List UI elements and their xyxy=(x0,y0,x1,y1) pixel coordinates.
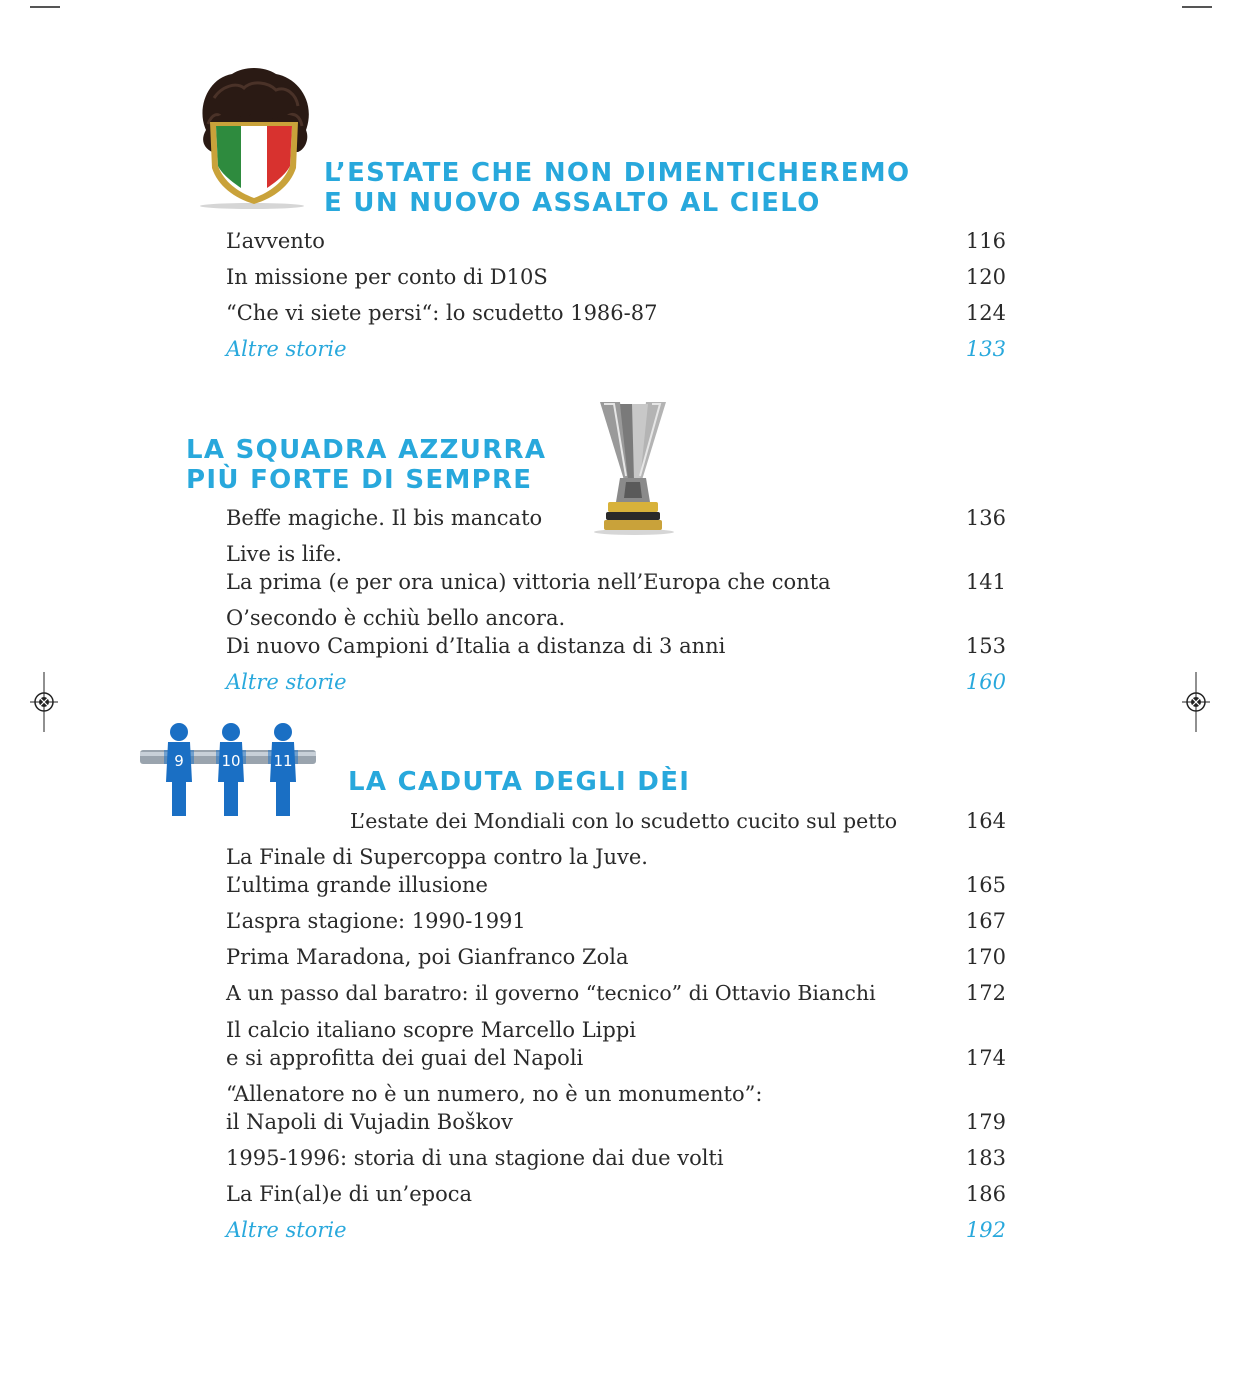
section-2-title xyxy=(186,435,546,495)
section-3-title xyxy=(348,767,690,797)
toc-entry-page: 124 xyxy=(965,301,1006,325)
toc-entry-title-line2: Di nuovo Campioni d’Italia a distanza di 3 anni xyxy=(226,634,726,658)
toc-entry[interactable] xyxy=(226,1144,1006,1172)
section-2-title-line2: PIÙ FORTE DI SEMPRE xyxy=(186,465,533,495)
toc-entry-title-line2: e si approfitta dei guai del Napoli xyxy=(226,1046,584,1070)
toc-entry[interactable] xyxy=(226,604,1006,660)
toc-entry-page: 174 xyxy=(965,1046,1006,1070)
toc-entry-page: 116 xyxy=(965,229,1006,253)
toc-entry-title-line1: “Allenatore no è un numero, no è un monumento”: xyxy=(226,1082,763,1106)
section-1-title-line1: L’ESTATE CHE NON DIMENTICHEREMO xyxy=(324,158,911,188)
registration-mark-right-icon xyxy=(1180,672,1212,732)
toc-entry[interactable] xyxy=(226,1016,1006,1072)
toc-entry[interactable] xyxy=(350,807,1006,835)
toc-entry-title: “Che vi siete persi“: lo scudetto 1986-87 xyxy=(226,301,658,325)
toc-entry-title: L’aspra stagione: 1990-1991 xyxy=(226,909,526,933)
toc-entry[interactable] xyxy=(226,843,1006,899)
section-1-title xyxy=(324,158,910,218)
section-1-title-line2: E UN NUOVO ASSALTO AL CIELO xyxy=(324,188,821,218)
toc-entry-title xyxy=(226,540,831,596)
toc-entry-page: 170 xyxy=(965,945,1006,969)
toc-entry-title-line2: La prima (e per ora unica) vittoria nell’Europa che conta xyxy=(226,570,831,594)
toc-entry[interactable] xyxy=(226,979,1006,1007)
toc-entry-page: 133 xyxy=(965,337,1006,361)
toc-entry[interactable] xyxy=(226,540,1006,596)
toc-entry[interactable] xyxy=(226,943,1006,971)
toc-entry-page: 160 xyxy=(965,670,1006,694)
toc-entry-title xyxy=(226,843,648,899)
toc-entry-title: La Fin(al)e di un’epoca xyxy=(226,1182,473,1206)
toc-entry-altre-storie[interactable] xyxy=(226,668,1006,696)
toc-entry-page: 192 xyxy=(965,1218,1006,1242)
toc-entry-title: In missione per conto di D10S xyxy=(226,265,548,289)
toc-entry[interactable] xyxy=(226,263,1006,291)
foosball-players-icon xyxy=(140,722,316,822)
toc-entry-page: 183 xyxy=(965,1146,1006,1170)
foosball-number: 10 xyxy=(221,752,241,770)
toc-entry-altre-storie[interactable] xyxy=(226,335,1006,363)
toc-entry-title: L’avvento xyxy=(226,229,325,253)
foosball-number: 11 xyxy=(273,752,293,770)
toc-entry-altre-storie[interactable] xyxy=(226,1216,1006,1244)
toc-entry-page: 165 xyxy=(965,873,1006,897)
toc-entry-page: 186 xyxy=(965,1182,1006,1206)
toc-entry-title: Prima Maradona, poi Gianfranco Zola xyxy=(226,945,629,969)
toc-entry-title: Altre storie xyxy=(226,1218,347,1242)
section-2-title-line1: LA SQUADRA AZZURRA xyxy=(186,435,547,465)
toc-entry-title: 1995-1996: storia di una stagione dai due volti xyxy=(226,1146,724,1170)
crop-mark-top-right xyxy=(1182,6,1212,8)
toc-entry-title-line1: Live is life. xyxy=(226,542,343,566)
crop-mark-top-left xyxy=(30,6,60,8)
toc-entry-page: 153 xyxy=(965,634,1006,658)
section-3-title-line1: LA CADUTA DEGLI DÈI xyxy=(348,767,691,797)
toc-entry-title-line1: La Finale di Supercoppa contro la Juve. xyxy=(226,845,648,869)
foosball-number: 9 xyxy=(174,752,184,770)
toc-entry-title: L’estate dei Mondiali con lo scudetto cucito sul petto xyxy=(350,809,898,833)
toc-entry-title: Altre storie xyxy=(226,337,347,361)
toc-entry-title-line1: O’secondo è cchiù bello ancora. xyxy=(226,606,566,630)
toc-entry[interactable] xyxy=(226,1180,1006,1208)
toc-entry-page: 136 xyxy=(965,506,1006,530)
toc-entry-title xyxy=(226,1080,762,1136)
toc-entry-title: Beffe magiche. Il bis mancato xyxy=(226,506,543,530)
toc-entry[interactable] xyxy=(226,299,1006,327)
toc-entry-page: 141 xyxy=(965,570,1006,594)
toc-entry[interactable] xyxy=(226,227,1006,255)
toc-entry-title xyxy=(226,604,725,660)
toc-entry-title: A un passo dal baratro: il governo “tecnico” di Ottavio Bianchi xyxy=(226,981,876,1005)
toc-entry[interactable] xyxy=(226,1080,1006,1136)
toc-entry-title: Altre storie xyxy=(226,670,347,694)
toc-entry-title xyxy=(226,1016,636,1072)
toc-entry-page: 179 xyxy=(965,1110,1006,1134)
italian-shield-with-hair-icon xyxy=(192,68,316,210)
registration-mark-left-icon xyxy=(28,672,60,732)
toc-entry-title-line2: L’ultima grande illusione xyxy=(226,873,488,897)
toc-entry-page: 120 xyxy=(965,265,1006,289)
toc-entry-title-line1: Il calcio italiano scopre Marcello Lippi xyxy=(226,1018,636,1042)
toc-entry[interactable] xyxy=(226,504,1006,532)
toc-entry-page: 164 xyxy=(965,809,1006,833)
toc-entry-page: 172 xyxy=(965,981,1006,1005)
toc-entry[interactable] xyxy=(226,907,1006,935)
toc-entry-title-line2: il Napoli di Vujadin Boškov xyxy=(226,1110,513,1134)
toc-entry-page: 167 xyxy=(965,909,1006,933)
